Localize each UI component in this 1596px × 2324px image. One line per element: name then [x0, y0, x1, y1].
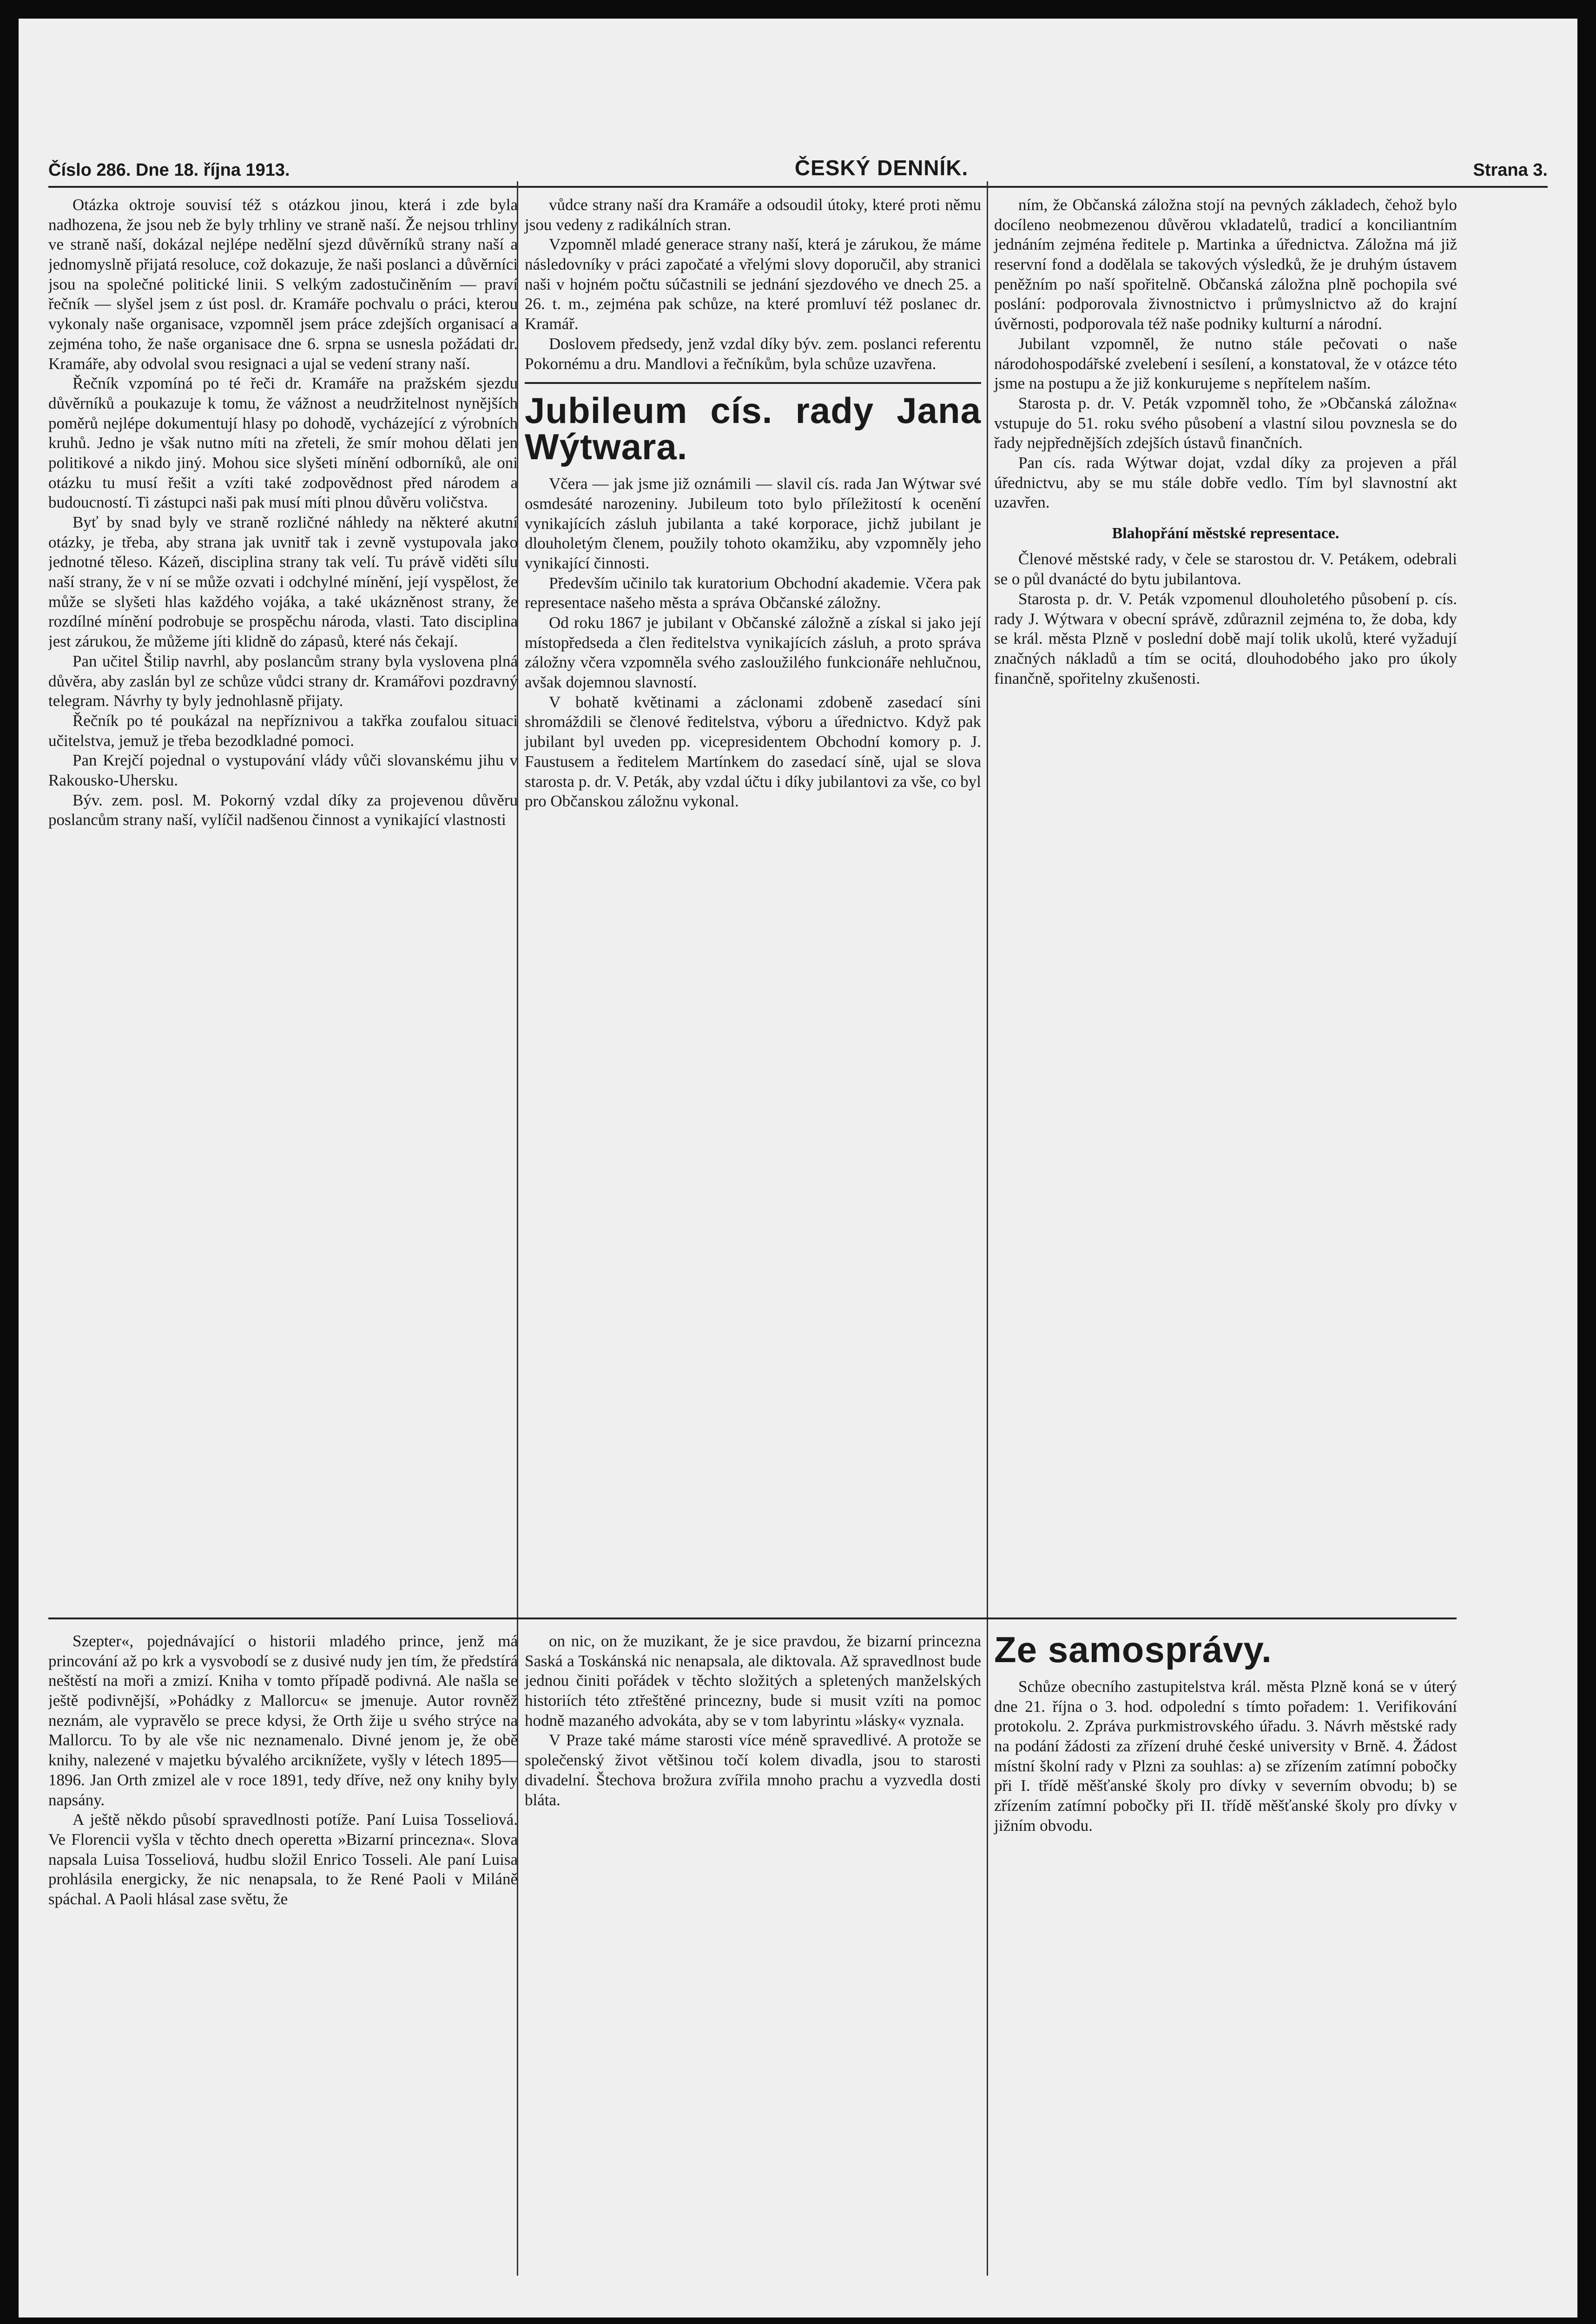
- paragraph: Schůze obecního zastupitelstva král. města Plzně koná se v úterý dne 21. října o 3. hod. odpolední s tímto pořadem: 1. Verifikování protokolu. 2. Zpráva purkmistrovského úřadu. 3. Návrh městské rady na podání žádosti za zřízení druhé české university v Brně. 4. Žádost místní školní rady v Plzni za souhlas: a) se zřízením zatímní pobočky při I. třídě měšťanské školy pro dívky v severním obvodu; b) se zřízením zatímní pobočky při II. třídě měšťanské školy pro dívky v jižním obvodu.: [994, 1677, 1457, 1835]
- paragraph: ním, že Občanská záložna stojí na pevných základech, čehož bylo docíleno neobmezenou důvěrou vkladatelů, tradicí a konciliantním jednáním zejména ředitele p. Martinka a úřednictva. Záložna má již reservní fond a dodělala se takových výsledků, že je druhým ústavem peněžním po naší spořitelně. Občanská záložna plně pochopila své poslání: podporovala živnostnictvo i průmyslnictvo až do krajní úvěrnosti, podporovala též naše podniky kulturní a národní.: [994, 196, 1457, 333]
- column-3-bottom: [988, 1631, 1457, 2268]
- blahoprani-title: Blahopřání městské representace.: [1112, 525, 1339, 542]
- paragraph: Starosta p. dr. V. Peták vzpomenul dlouholetého působení p. cís. rady J. Wýtwara v obecní správě, zdůraznil zejména to, že doba, kdy se král. města Plzně v poslední době mají tolik ukolů, které vyžadují značných nákladů a tím se ocitá, dlouhodobého jako pro úkoly finančně, spořitelny zkušenosti.: [994, 589, 1457, 687]
- paragraph: Od roku 1867 je jubilant v Občanské záložně a získal si jako její místopředseda a člen ředitelstva vynikajících zásluh, a proto správa záložny včera vzpomněla svého zasloužilého funkcionáře nehlučnou, avšak dojemnou slavností.: [525, 614, 981, 692]
- paragraph: Doslovem předsedy, jenž vzdal díky býv. zem. poslanci referentu Pokornému a dru. Mandlovi a řečníkům, byla schůze uzavřena.: [525, 334, 981, 373]
- samosprava-headline: Ze samosprávy.: [994, 1631, 1272, 1670]
- jubileum-headline: Jubileum cís. rady Jana Wýtwara.: [525, 390, 981, 468]
- column-2-bottom: [518, 1631, 988, 2268]
- paragraph: A ještě někdo působí spravedlnosti potíže. Paní Luisa Tosseliová. Ve Florencii vyšla v těchto dnech operetta »Bizarní princezna«. Slova napsala Luisa Tosseliová, hudbu složil Enrico Tosseli. Ale paní Luisa prohlásila energicky, že nic nenapsala, to že René Paoli v Miláně spáchal. A Paoli hlásal zase světu, že: [48, 1810, 518, 1908]
- paragraph: Řečník po té poukázal na nepříznivou a takřka zoufalou situaci učitelstva, jemuž je třeba bezodkladné pomoci.: [48, 711, 518, 750]
- paragraph: Otázka oktroje souvisí též s otázkou jinou, která i zde byla nadhozena, že jsou neb že byly trhliny ve straně naší. Že nejsou trhliny ve straně naší, dokázal nejlépe nedělní sjezd důvěrníků strany naší a jednomyslně přijatá resoluce, což dokazuje, že naši poslanci a důvěrníci jsou na společné politické linii. S velkým zadostučiněním — praví řečník — slyšel jsem z úst posl. dr. Kramáře pochvalu o práci, kterou vykonaly naše organisace, vzpomněl jsem práce zdejších organisací a zejména toho, že naše organisace dne 6. srpna se usnesla požádati dr. Kramáře, aby odvolal svou resignaci a ujal se vedení strany naší.: [48, 196, 518, 373]
- paragraph: V bohatě květinami a záclonami zdobeně zasedací síni shromáždili se členové ředitelstva, výboru a úřednictvo. Když pak jubilant byl uveden pp. vicepresidentem Obchodní komory p. J. Faustusem a ředitelem Martínkem do zasedací síně, ujal se slova starosta p. dr. V. Peták, aby vzdal účtu i díky jubilantovi za vše, co byl pro Občanskou záložnu vykonal.: [525, 693, 981, 811]
- paragraph: vůdce strany naší dra Kramáře a odsoudil útoky, které proti němu jsou vedeny z radikálních stran.: [525, 196, 981, 234]
- paragraph: V Praze také máme starosti více méně spravedlivé. A protože se společenský život většinou točí kolem divadla, jsou to starosti divadelní. Štechova brožura zvířila mnoho prachu a vyzvedla dosti bláta.: [525, 1731, 981, 1809]
- paragraph: Byť by snad byly ve straně rozličné náhledy na některé akutní otázky, je třeba, aby strana jak uvnitř tak i zevně vystupovala jako jednotné těleso. Kázeň, disciplina strany tak velí. Tu právě viděti sílu naší strany, že v ní se může ozvati i odchylné mínění, její vyspělost, že může se slyšeti hlas každého vojáka, a také ukázněnost strany, že rozdílné mínění podrobuje se prospěchu národa, vlasti. Tato disciplina jest zárukou, že můžeme jíti klidně do zápasů, které nás čekají.: [48, 513, 518, 651]
- paragraph: Pan Krejčí pojednal o vystupování vlády vůči slovanskému jihu v Rakousko-Uhersku.: [48, 751, 518, 789]
- paragraph: Starosta p. dr. V. Peták vzpomněl toho, že »Občanská záložna« vstupuje do 51. roku svého působení a vlastní silou povznesla se do řady nejpřednějších zdejších ústavů finančních.: [994, 394, 1457, 452]
- paragraph: Členové městské rady, v čele se starostou dr. V. Petákem, odebrali se o půl dvanácté do bytu jubilantova.: [994, 550, 1457, 588]
- column-2-top: [518, 195, 988, 1608]
- column-1-bottom: [48, 1631, 518, 2268]
- newspaper-page: [19, 19, 1577, 2317]
- column-3-top: [988, 195, 1457, 1608]
- issue-date: Číslo 286. Dne 18. října 1913.: [48, 160, 290, 180]
- newspaper-title: ČESKÝ DENNÍK.: [794, 156, 969, 180]
- paragraph: Szepter«, pojednávající o historii mladého prince, jenž má princování až po krk a vysvobodí se z dusivé nudy jen tím, že předstírá neštěstí na moři a zmizí. Kniha v tomto případě podivná. Ale našla se ještě podivnější, »Pohádky z Mallorcu« se jmenuje. Autor rovněž neznám, ale vypravělo se prece kdysi, že Orth žije u svého strýce na Mallorcu. To by ale vše nic neznamenalo. Divné jenom je, že obě knihy, nalezené v majetku bývalého arciknížete, vyšly v létech 1895—1896. Jan Orth zmizel ale v roce 1891, tedy dříve, než ony knihy byly napsány.: [48, 1632, 518, 1809]
- page-number: Strana 3.: [1473, 160, 1548, 180]
- paragraph: Pan cís. rada Wýtwar dojat, vzdal díky za projeven a přál úřednictvu, aby se mu stále dobře vedlo. Tím byl slavnostní akt uzavřen.: [994, 453, 1457, 512]
- paragraph: Pan učitel Štilip navrhl, aby poslancům strany byla vyslovena plná důvěra, aby zaslán byl ze schůze vůdci strany dr. Kramářovi pozdravný telegram. Návrhy ty byly jednohlasně přijaty.: [48, 652, 518, 710]
- paragraph: Řečník vzpomíná po té řeči dr. Kramáře na pražském sjezdu důvěrníků a poukazuje k tomu, že vážnost a neudržitelnost nynějších poměrů nejlépe dokumentují hlasy po dohodě, vycházející z výrobních kruhů. Jedno je však nutno míti na zřeteli, že smír mohou dělati jen politikové a nikdo jiný. Mohou sice slyšeti mínění odborníků, ale oni otázku tu musí řešit a vzíti také zodpovědnost před národem a budoucností. Ti zástupci naši pak musí míti plnou důvěru voličstva.: [48, 374, 518, 512]
- column-1-top: [48, 195, 518, 1608]
- section-rule: [525, 382, 981, 384]
- paragraph: Především učinilo tak kuratorium Obchodní akademie. Včera pak representace našeho města a správa Občanské záložny.: [525, 574, 981, 612]
- paragraph: Včera — jak jsme již oznámili — slavil cís. rada Jan Wýtwar své osmdesáté narozeniny. Jubileum toto bylo příležitostí k ocenění vynikajících zásluh jubilanta a také korporace, jichž jubilant je dlouholetým členem, použily tohoto okamžiku, aby vzpomněly jeho vynikající činnosti.: [525, 475, 981, 572]
- paragraph: on nic, on že muzikant, že je sice pravdou, že bizarní princezna Saská a Toskánská nic nenapsala, ale diktovala. Až spravedlnost bude jednou činiti pořádek v těchto složitých a spletených manželských historiích této ztřeštěné princezny, bude si musit vzíti na pomoc hodně mazaného advokáta, aby se v tom labyrintu »lásky« vyznala.: [525, 1632, 981, 1730]
- feuilleton-rule: [48, 1618, 1457, 1619]
- paragraph: Býv. zem. posl. M. Pokorný vzdal díky za projevenou důvěru poslancům strany naší, vylíčil nadšenou činnost a vynikající vlastnosti: [48, 791, 518, 829]
- paragraph: Vzpomněl mladé generace strany naší, která je zárukou, že máme následovníky v práci započaté a vřelými slovy doporučil, aby stranici naši v hojném počtu súčastnili se jednání sjezdového ve dnech 25. a 26. t. m., zejména pak schůze, na které promluví též poslanec dr. Kramář.: [525, 235, 981, 333]
- masthead: [48, 136, 1548, 188]
- paragraph: Jubilant vzpomněl, že nutno stále pečovati o naše národohospodářské zvelebení i sesílení, a konstatoval, že v otázce této jsme na postupu a že již konkurujeme s nepřítelem naším.: [994, 334, 1457, 393]
